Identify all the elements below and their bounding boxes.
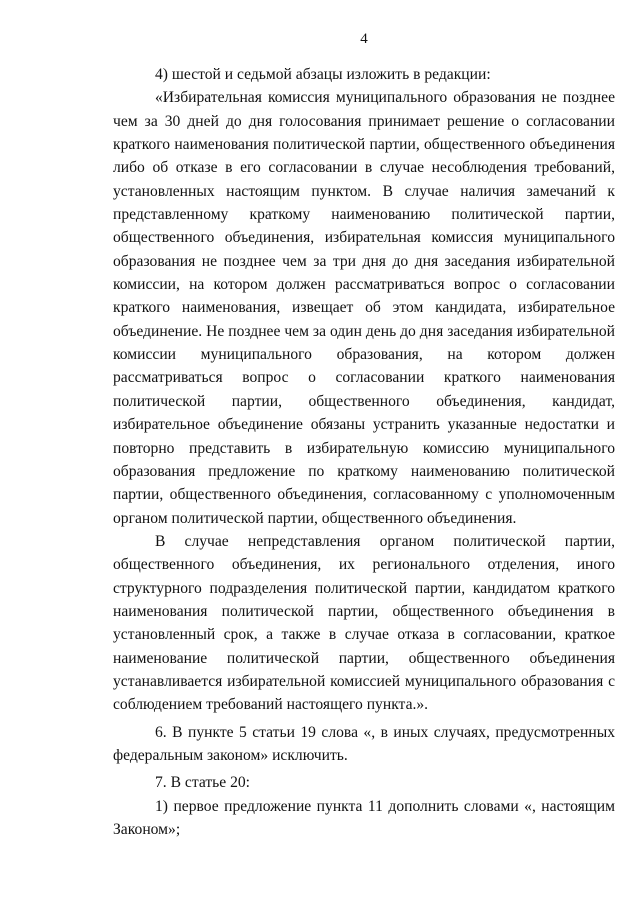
paragraph-quoted-amendment-continued: В случае непредставления органом политической партии, общественного объединения, их регионального отделения, иного структурного подразделения политической партии, кандидатом краткого наименования политической партии, общественного объединения в установленный срок, а также в случае отказа в согласовании, краткое наименование политической партии, общественного объединения устанавливается избирательной комиссией муниципального образования с соблюдением требований настоящего пункта.». [113,532,615,714]
paragraph-quoted-amendment: «Избирательная комиссия муниципального образования не позднее чем за 30 дней до дня голосования принимает решение о согласовании краткого наименования политической партии, общественного объединения либо об отказе в его согласовании в случае несоблюдения требований, установленных настоящим пунктом. В случае наличия замечаний к представленному краткому наименованию политической партии, общественного объединения, избирательная комиссия муниципального образования не позднее чем за три дня до дня заседания избирательной комиссии, на котором должен рассматриваться вопрос о согласовании краткого наименования, извещает об этом кандидата, избирательное объединение. Не позднее чем за один день до дня заседания избирательной комиссии муниципального образования, на котором должен рассматриваться вопрос о согласовании краткого наименования политической партии, общественного объединения, кандидат, избирательное объединение обязаны устранить указанные недостатки и повторно представить в избирательную комиссию муниципального образования предложение по краткому наименованию политической партии, общественного объединения, согласованному с уполномоченным органом политической партии, общественного объединения. [113,89,615,527]
paragraph-item-4: 4) шестой и седьмой абзацы изложить в редакции: [155,66,491,83]
paragraph-item-7: 7. В статье 20: [155,774,251,792]
page-number: 4 [360,31,368,47]
paragraph-item-6: 6. В пункте 5 статьи 19 слова «, в иных случаях, предусмотренных федеральным законом» исключить. [113,723,615,764]
paragraph-item-7-1: 1) первое предложение пункта 11 дополнить словами «, настоящим Законом»; [113,797,615,838]
document-body [113,63,615,841]
